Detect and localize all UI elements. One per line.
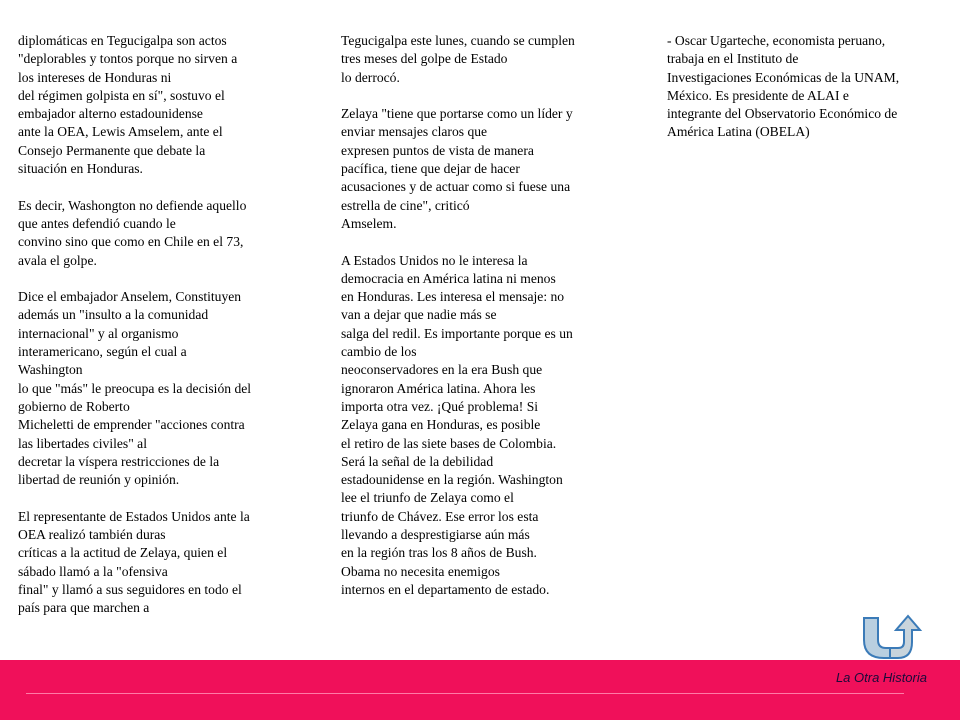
footer-bar (0, 660, 960, 720)
paragraph (18, 288, 318, 489)
paragraph (341, 252, 641, 600)
text-line: integrante del Observatorio Económico de (667, 106, 898, 122)
text-line: estrella de cine", criticó (341, 197, 470, 213)
text-line: libertad de reunión y opinión. (18, 472, 180, 488)
text-line: en Honduras. Les interesa el mensaje: no (341, 289, 565, 305)
text-line: las libertades civiles" al (18, 435, 147, 451)
text-line: estadounidense en la región. Washington (341, 472, 563, 488)
text-line: sábado llamó a la "ofensiva (18, 563, 168, 579)
text-line: lo que "más" le preocupa es la decisión del (18, 380, 252, 396)
text-line: gobierno de Roberto (18, 398, 130, 414)
text-line: triunfo de Chávez. Ese error los esta (341, 508, 539, 524)
text-column-1 (18, 32, 318, 636)
text-line: Investigaciones Económicas de la UNAM, (667, 69, 900, 85)
text-line: en la región tras los 8 años de Bush. (341, 545, 537, 561)
text-line: expresen puntos de vista de manera (341, 142, 534, 158)
text-line: cambio de los (341, 344, 417, 360)
text-line: Amselem. (341, 215, 397, 231)
text-line: llevando a desprestigiarse aún más (341, 527, 530, 543)
text-line: diplomáticas en Tegucigalpa son actos (18, 33, 227, 48)
text-line: El representante de Estados Unidos ante la (18, 508, 250, 524)
text-line: pacífica, tiene que dejar de hacer (341, 161, 520, 177)
text-line: Es decir, Washongton no defiende aquello (18, 197, 247, 213)
text-line: A Estados Unidos no le interesa la (341, 252, 528, 268)
paragraph (341, 105, 641, 233)
text-line: Será la señal de la debilidad (341, 453, 494, 469)
text-line: acusaciones y de actuar como si fuese una (341, 179, 571, 195)
text-line: internos en el departamento de estado. (341, 581, 550, 597)
text-line: ignoraron América latina. Ahora les (341, 380, 536, 396)
text-line: ante la OEA, Lewis Amselem, ante el (18, 124, 223, 140)
u-turn-return-arrow-icon[interactable] (860, 614, 932, 660)
text-line: enviar mensajes claros que (341, 124, 488, 140)
text-line: van a dejar que nadie más se (341, 307, 497, 323)
text-line: importa otra vez. ¡Qué problema! Si (341, 398, 539, 414)
footer-brand: La Otra Historia (835, 670, 927, 685)
text-line: lo derrocó. (341, 69, 400, 85)
text-line: Tegucigalpa este lunes, cuando se cumplen (341, 33, 575, 48)
text-line: Zelaya gana en Honduras, es posible (341, 417, 541, 433)
text-column-2 (341, 32, 641, 618)
paragraph (18, 508, 318, 618)
text-line: embajador alterno estadounidense (18, 106, 203, 122)
text-line: - Oscar Ugarteche, economista peruano, (667, 33, 886, 48)
text-line: avala el golpe. (18, 252, 97, 268)
text-line: tres meses del golpe de Estado (341, 51, 508, 67)
text-line: Obama no necesita enemigos (341, 563, 500, 579)
paragraph (18, 197, 318, 270)
text-line: el retiro de las siete bases de Colombia. (341, 435, 557, 451)
text-line: OEA realizó también duras (18, 527, 166, 543)
text-line: democracia en América latina ni menos (341, 270, 556, 286)
text-line: salga del redil. Es importante porque es un (341, 325, 573, 341)
text-line: América Latina (OBELA) (667, 124, 810, 140)
text-line: los intereses de Honduras ni (18, 69, 172, 85)
text-line: decretar la víspera restricciones de la (18, 453, 220, 469)
paragraph (667, 32, 957, 142)
text-line: Washington (18, 362, 83, 378)
text-line: situación en Honduras. (18, 161, 143, 177)
text-line: trabaja en el Instituto de (667, 51, 799, 67)
text-line: del régimen golpista en sí", sostuvo el (18, 87, 225, 103)
text-line: Zelaya "tiene que portarse como un líder y (341, 106, 573, 122)
text-line: Consejo Permanente que debate la (18, 142, 206, 158)
text-line: además un "insulto a la comunidad (18, 307, 209, 323)
text-line: críticas a la actitud de Zelaya, quien el (18, 545, 228, 561)
text-line: que antes defendió cuando le (18, 215, 176, 231)
paragraph (341, 32, 641, 87)
text-line: Micheletti de emprender "acciones contra (18, 417, 245, 433)
text-line: interamericano, según el cual a (18, 344, 187, 360)
text-column-3 (667, 32, 957, 160)
text-line: neoconservadores en la era Bush que (341, 362, 543, 378)
text-line: final" y llamó a sus seguidores en todo el (18, 581, 242, 597)
text-line: convino sino que como en Chile en el 73, (18, 234, 244, 250)
text-line: México. Es presidente de ALAI e (667, 87, 849, 103)
footer-divider (26, 693, 904, 694)
text-line: internacional" y al organismo (18, 325, 179, 341)
text-line: "deplorables y tontos porque no sirven a (18, 51, 238, 67)
paragraph (18, 32, 318, 178)
text-line: Dice el embajador Anselem, Constituyen (18, 289, 242, 305)
text-line: lee el triunfo de Zelaya como el (341, 490, 514, 506)
text-line: país para que marchen a (18, 600, 150, 616)
